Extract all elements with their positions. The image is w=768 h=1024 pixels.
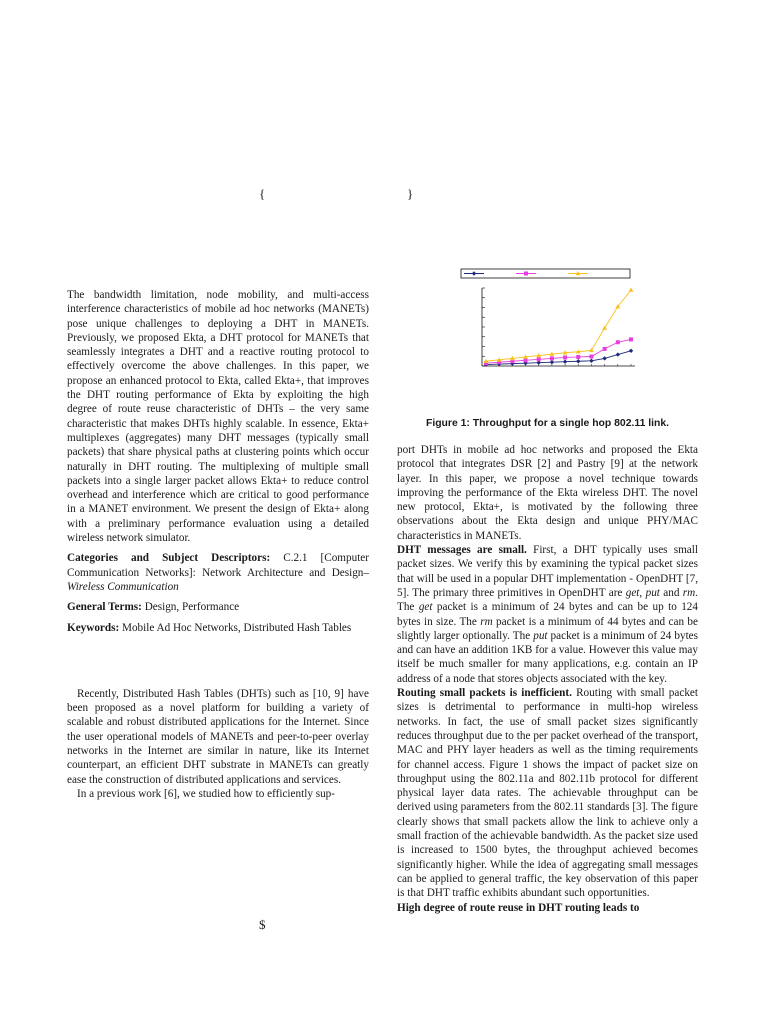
- categories-label: Categories and Subject Descriptors:: [67, 552, 271, 565]
- chart-point-0-10: [616, 352, 620, 356]
- left-column: [67, 288, 369, 801]
- chart-series-line-2: [486, 290, 631, 361]
- abstract-text: The bandwidth limitation, node mobility, and multi-access interference characteristics of mobile ad hoc networks (MANETs) pose unique challenges to deploying a DHT in MANETs. Previously, we proposed Ekta, a DHT protocol for MANETs that seamlessly integrates a DHT and a reactive routing protocol to effectively overcome the above challenges. In this paper, we propose an enhanced protocol to Ekta, called Ekta+, that improves the DHT routing performance of Ekta by exploiting the high degree of route reuse characteristic of DHTs – the very same characteristic that makes DHTs highly scalable. In essence, Ekta+ multiplexes (aggregates) many DHT messages (typically small packets) that share physical paths at clustering points which occur naturally in DHT routing. The multiplexing of multiple small packets into a single larger packet allows Ekta+ to reduce control overhead and interference which are critical to good performance in a MANET environment. We present the design of Ekta+ along with a preliminary performance evaluation using a detailed wireless network simulator.: [67, 289, 369, 545]
- section-small-messages-heading: DHT messages are small.: [397, 544, 527, 557]
- general-terms-paragraph: [67, 600, 369, 614]
- chart-point-1-3: [524, 358, 528, 362]
- keywords-paragraph: [67, 621, 369, 635]
- chart-point-1-9: [603, 347, 607, 351]
- chart-point-1-4: [537, 357, 541, 361]
- section-small-messages: [397, 543, 698, 686]
- chart-point-0-7: [576, 359, 580, 363]
- chart-point-1-8: [589, 355, 593, 359]
- chart-point-2-9: [602, 326, 607, 330]
- chart-point-2-11: [629, 288, 634, 292]
- section-routing-heading: Routing small packets is inefficient.: [397, 687, 572, 700]
- brace-left: {: [259, 186, 266, 201]
- section-route-reuse: [397, 901, 698, 915]
- throughput-chart: [460, 268, 700, 378]
- chart-series-line-1: [486, 339, 631, 363]
- s1-text-f: packet is a minimum of 44 bytes and can be slightly larger optionally. The: [397, 615, 698, 642]
- right-continuation: port DHTs in mobile ad hoc networks and proposed the Ekta protocol that integrates DSR [2] and Pastry [9] at the network layer. In this paper, we propose a novel technique towards improving the performance of the Ekta wireless DHT. The novel new protocol, Ekta+, is motivated by the following three observations about the Ekta design and unique PHY/MAC characteristics in MANETs.: [397, 444, 698, 542]
- s1-rm-2: rm: [480, 615, 493, 628]
- figure-caption: Figure 1: Throughput for a single hop 802.11 link.: [425, 418, 670, 429]
- s1-rm: rm: [682, 586, 696, 599]
- chart-legend-marker-1: [524, 272, 528, 276]
- keywords-text: Mobile Ad Hoc Networks, Distributed Hash Tables: [122, 621, 352, 634]
- section-route-reuse-heading: High degree of route reuse in DHT routing leads to: [397, 901, 640, 914]
- general-terms-label: General Terms:: [67, 601, 142, 614]
- s2-text: Routing with small packet sizes is detrimental to performance in multi-hop wireless networks. In fact, the use of small packet sizes significantly reduces throughput due to the per packet overhead of the transport, MAC and PHY layer headers as well as the timing requirements for channel access. Figure 1 shows the impact of packet size on throughput using the 802.11a and 802.11b protocol for different physical layer data rates. The achievable throughput can be derived using parameters from the 802.11 standards [3]. The figure clearly shows that small packets allow the link to achieve only a small fraction of the achievable bandwidth. As the packet size used is increased to 1500 bytes, the throughput achieved becomes significantly higher. While the idea of aggregating small messages can be applied to general traffic, the key observation of this paper is that DHT traffic exhibits abundant such opportunities.: [397, 687, 698, 900]
- s1-text-b: ,: [639, 586, 646, 599]
- page-mark: $: [259, 917, 266, 932]
- categories-paragraph: [67, 551, 369, 594]
- s1-get: get: [625, 586, 640, 599]
- categories-text: C.2.1 [Computer Communication Networks]: Network Architecture and Design–: [67, 552, 369, 579]
- s1-get-2: get: [418, 601, 433, 614]
- s1-text-g: packet is a minimum of 24 bytes and can have an addition 1KB for a value. However this value may itself be much smaller for many applications, e.g. contain an IP address of a node that stores objects associated with the key.: [397, 629, 698, 685]
- section-routing-small-packets: [397, 686, 698, 900]
- chart-point-0-11: [629, 349, 633, 353]
- keywords-label: Keywords:: [67, 621, 120, 634]
- chart-point-0-8: [589, 359, 593, 363]
- chart-point-0-5: [550, 360, 554, 364]
- brace-right: }: [407, 186, 414, 201]
- chart-point-1-6: [563, 355, 567, 359]
- intro-paragraph-2: In a previous work [6], we studied how to efficiently sup-: [77, 787, 335, 800]
- intro-paragraph-1: Recently, Distributed Hash Tables (DHTs) such as [10, 9] have been proposed as a novel platform for building a variety of scalable and robust distributed applications for the Internet. Since the user operational models of MANETs and peer-to-peer overlay networks in the Internet are similar in nature, like its Internet counterpart, an efficient DHT substrate in MANETs can greatly ease the construction of distributed applications and services.: [67, 687, 369, 786]
- chart-point-1-10: [616, 340, 620, 344]
- chart-legend-marker-0: [472, 271, 476, 275]
- chart-point-2-8: [589, 348, 594, 352]
- chart-point-1-11: [629, 337, 633, 341]
- s1-put-2: put: [533, 629, 548, 642]
- chart-point-1-5: [550, 356, 554, 360]
- chart-legend-box: [461, 269, 630, 278]
- chart-point-0-6: [563, 360, 567, 364]
- s1-put: put: [645, 586, 660, 599]
- chart-point-0-9: [602, 356, 606, 360]
- s1-text-d: . The: [397, 586, 699, 614]
- throughput-figure: [460, 268, 700, 378]
- general-terms-text: Design, Performance: [144, 601, 240, 614]
- categories-italic: Wireless Communication: [67, 580, 179, 593]
- chart-point-1-7: [576, 355, 580, 359]
- right-column: [397, 443, 698, 915]
- s1-text-c: and: [659, 586, 683, 599]
- s1-text-e: packet is a minimum of 24 bytes and can be up to 124 bytes in size. The: [397, 601, 698, 628]
- s1-text-a: First, a DHT typically uses small packet sizes. We verify this by examining the typical packet sizes that will be used in a popular DHT implementation - OpenDHT [7, 5]. The primary three primitives in OpenDHT are: [397, 544, 698, 599]
